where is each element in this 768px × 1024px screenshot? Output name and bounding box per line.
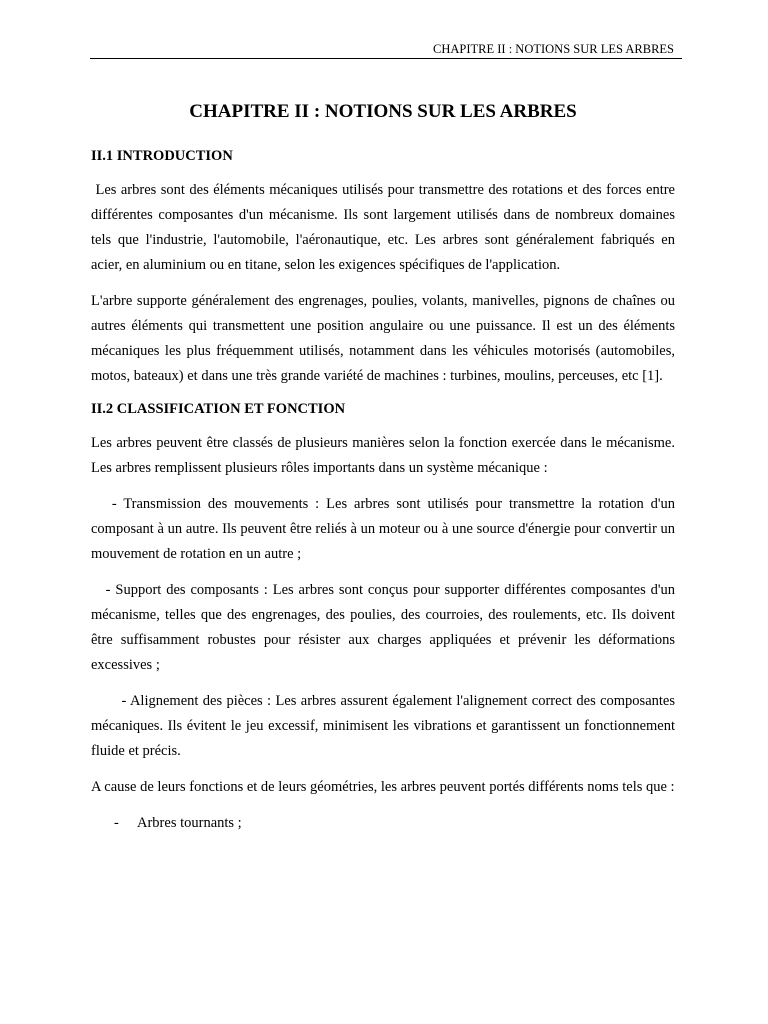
- list-item-text: Arbres tournants ;: [137, 815, 242, 831]
- page-header: [90, 41, 682, 59]
- paragraph-intro-2: L'arbre supporte généralement des engrenages, poulies, volants, manivelles, pignons de chaînes ou autres éléments qui transmettent une position angulaire ou une puissance. Il est un des éléments mécaniques les plus fréquemment utilisés, notamment dans les véhicules motorisés (automobiles, motos, bateaux) et dans une très grande variété de machines : turbines, moulins, perceuses, etc [1].: [91, 293, 675, 384]
- paragraph-intro-1: Les arbres sont des éléments mécaniques utilisés pour transmettre des rotations et des forces entre différentes composantes d'un mécanisme. Ils sont largement utilisés dans de nombreux domaines tels que l'industrie, l'automobile, l'aéronautique, etc. Les arbres sont généralement fabriqués en acier, en aluminium ou en titane, selon les exigences spécifiques de l'application.: [91, 182, 675, 273]
- paragraph-support: - Support des composants : Les arbres sont conçus pour supporter différentes composantes d'un mécanisme, telles que des engrenages, des poulies, des courroies, des roulements, etc. Ils doivent être suffisamment robustes pour résister aux charges appliquées et prévenir les déformations excessives ;: [91, 582, 675, 673]
- page-content: [91, 100, 675, 836]
- section-heading-classification: II.2 CLASSIFICATION ET FONCTION: [91, 401, 346, 417]
- paragraph-classification-1: Les arbres peuvent être classés de plusieurs manières selon la fonction exercée dans le mécanisme. Les arbres remplissent plusieurs rôles importants dans un système mécanique :: [91, 435, 675, 476]
- running-title: CHAPITRE II : NOTIONS SUR LES ARBRES: [433, 42, 674, 56]
- paragraph-noms: A cause de leurs fonctions et de leurs géométries, les arbres peuvent portés différents noms tels que :: [91, 779, 675, 795]
- bullet-dash: -: [114, 815, 119, 831]
- list-item: [91, 811, 675, 836]
- paragraph-transmission: - Transmission des mouvements : Les arbres sont utilisés pour transmettre la rotation d'un composant à un autre. Ils peuvent être reliés à un moteur ou à une source d'énergie pour convertir un mouvement de rotation en un autre ;: [91, 496, 675, 562]
- paragraph-alignement: - Alignement des pièces : Les arbres assurent également l'alignement correct des composantes mécaniques. Ils évitent le jeu excessif, minimisent les vibrations et garantissent un fonctionnement fluide et précis.: [91, 693, 675, 759]
- section-heading-introduction: II.1 INTRODUCTION: [91, 148, 233, 164]
- chapter-title: CHAPITRE II : NOTIONS SUR LES ARBRES: [189, 101, 577, 122]
